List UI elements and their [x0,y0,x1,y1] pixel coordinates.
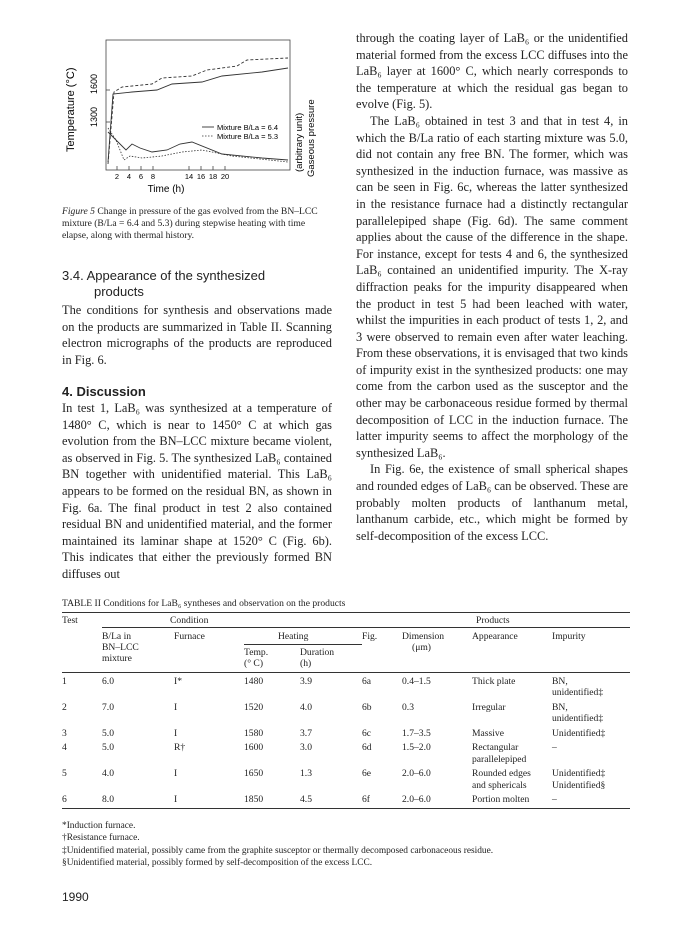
th-temp: Temp. (° C) [244,646,269,669]
page-number: 1990 [62,890,89,904]
table-cell-test: 6 [62,794,67,805]
section-3-4-heading-line2: products [94,284,144,299]
table-cell-fig: 6f [362,794,370,805]
x-tick-label: 20 [220,172,230,181]
th-heating: Heating Temp. (° C) Duration (h) [244,627,362,669]
table-cell-app: Thick plate [472,675,516,687]
table-ii-body [62,673,630,806]
table-cell-imp: BN, unidentified‡ [552,675,604,698]
table-cell-fig: 6a [362,675,372,687]
table-cell-app: Portion molten [472,794,530,805]
x-tick-label: 16 [196,172,206,181]
table-caption: TABLE II Conditions for LaB₆ syntheses and observation on the products [62,598,346,609]
th-furnace: Furnace [174,630,205,642]
table-cell-dur: 4.5 [300,794,312,805]
th-duration: Duration (h) [300,646,335,669]
y-axis-right-label-1: (arbitrary unit) [294,112,305,172]
table-row [62,699,630,725]
footnote: §Unidentified material, possibly formed by self-decomposition of the excess LCC. [62,858,373,869]
table-footnotes [62,820,632,870]
section-3-4-paragraph: The conditions for synthesis and observations made on the products are summarized in Table II. Scanning electron micrographs of the products are reproduced in Fig. 6. [62,303,332,367]
table-cell-imp: – [552,794,557,805]
table-cell-temp: 1580 [244,727,264,739]
th-fig: Fig. [362,630,378,642]
table-cell-bla: 7.0 [102,701,114,713]
legend-item-6-4: Mixture B/La = 6.4 [217,123,279,132]
th-bla: B/La in BN–LCC mixture [102,630,139,664]
figure-5 [62,32,332,194]
table-cell-dur: 1.3 [300,768,312,779]
x-tick-label: 6 [138,172,144,181]
table-cell-dim: 2.0–6.0 [402,794,431,805]
th-products: Products [362,613,630,627]
table-cell-fig: 6e [362,768,372,779]
table-cell-dim: 2.0–6.0 [402,768,431,779]
table-cell-temp: 1520 [244,701,264,713]
table-cell-bla: 6.0 [102,675,114,687]
table-cell-test: 3 [62,727,67,739]
table-cell-test: 1 [62,675,67,687]
table-cell-dim: 0.4–1.5 [402,675,431,687]
table-cell-imp: BN, unidentified‡ [552,701,604,724]
legend-item-5-3: Mixture B/La = 5.3 [217,132,279,141]
right-column [356,30,628,544]
figure-caption-text: Change in pressure of the gas evolved from the BN–LCC mixture (B/La = 6.4 and 5.3) during stepwise heating with time elapse, along with thermal history. [62,206,318,241]
table-cell-dim: 1.5–2.0 [402,742,431,753]
section-3-4-heading-line1: 3.4. Appearance of the synthesized [62,268,266,283]
table-cell-test: 2 [62,701,67,713]
table-cell-temp: 1850 [244,794,264,805]
table-cell-furnace: I [174,794,178,805]
table-header-row-1 [62,613,630,627]
table-cell-app: Rectangular parallelepiped [472,742,527,765]
x-tick-label: 8 [150,172,156,181]
table-cell-temp: 1650 [244,768,264,779]
table-cell-dur: 3.0 [300,742,312,753]
footnote: *Induction furnace. [62,821,136,831]
y-axis-right-label-2: Gaseous pressure [306,99,317,177]
table-cell-temp: 1480 [244,675,264,687]
y-tick-1300: 1300 [89,106,99,127]
th-test: Test [62,615,78,626]
temperature-curve-solid [108,68,288,162]
table-cell-furnace: I* [174,675,182,687]
table-cell-imp: – [552,742,557,753]
table-cell-dim: 1.7–3.5 [402,727,431,739]
th-dimension: Dimension (μm) [402,630,445,653]
footnote: †Resistance furnace. [62,833,140,844]
table-ii-grid [62,613,630,669]
right-paragraph-1: through the coating layer of LaB₆ or the unidentified material formed from the excess LCC diffuses into the LaB₆ layer at 1600° C, which nearly corresponds to the temperature at which the residual gas began to evolve (Fig. 5). [356,31,628,112]
footnote: ‡Unidentified material, possibly came from the graphite susceptor or thermally decomposed carbonaceous residue. [62,845,494,856]
table-cell-bla: 5.0 [102,742,114,753]
table-cell-fig: 6b [362,701,372,713]
right-paragraph-3: In Fig. 6e, the existence of small spherical shapes and rounded edges of LaB₆ can be observed. These are probably molten products of lanthanum metal, lanthanum carbide, etc., which might be formed by self-decomposition of the excess LCC. [356,462,628,543]
table-cell-dim: 0.3 [402,701,414,713]
right-paragraph-2: The LaB₆ obtained in test 3 and that in test 4, in which the B/La ratio of each starting mixture was 5.0, did not contain any free BN. The former, which was synthesized in the induction furnace, was massive as can be seen in Fig. 6c, whereas the latter synthesized in the resistance furnace had a distinctly rectangular parallelepiped shape (Fig. 6d). The same comment applies about the cause of the difference in the shape. For instance, except for tests 4 and 6, the synthesized LaB₆ contained an unidentified impurity. The X-ray diffraction peaks for the impurity disappeared when the product in test 5 had been leached with water, whilst the impurities in each product of tests 1, 2, and 3 were observed to remain even after water leaching. From these observations, it is envisaged that two kinds of impurity exist in the synthesized products: one may come from the carbon used as the susceptor and the other may be carbonaceous residue formed by thermal decomposition of LCC in the induction furnace. The latter impurity seems to affect the morphology of the synthesized LaB₆. [356,113,628,460]
table-cell-app: Rounded edges and sphericals [472,768,531,791]
table-cell-dur: 3.9 [300,675,312,687]
figure-caption [62,206,330,242]
temperature-curve [108,58,288,164]
x-tick-label: 18 [208,172,218,181]
section-4-heading: 4. Discussion [62,384,146,399]
table-cell-dur: 3.7 [300,727,312,739]
table-cell-fig: 6d [362,742,372,753]
section-4-paragraph: In test 1, LaB₆ was synthesized at a temperature of 1480° C, which is near to 1450° C at which gas evolution from the BN–LCC mixture became violent, as observed in Fig. 5. The synthesized LaB₆ contained BN together with unidentified material. This LaB₆ appears to be formed on the residual BN, as shown in Fig. 6a. The final product in test 2 also contained residual BN and unidentified material, and the former maintained its laminar shape at 1520° C (Fig. 6b). This indicates that either the previously formed BN diffuses out [62,401,332,581]
table-cell-temp: 1600 [244,742,264,753]
y-axis-left-label: Temperature (°C) [65,67,77,152]
table-cell-bla: 8.0 [102,794,114,805]
section-3-4-heading [62,268,332,300]
table-cell-imp: Unidentified‡ Unidentified§ [552,768,606,791]
figure-5-plot [62,32,332,194]
table-cell-bla: 4.0 [102,768,114,779]
table-row [62,739,630,765]
th-condition: Condition [102,613,362,627]
table-cell-test: 4 [62,742,67,753]
table-cell-furnace: R† [174,742,186,753]
x-tick-label: 4 [126,172,132,181]
table-ii [62,612,630,809]
table-row [62,673,630,699]
table-row [62,765,630,791]
th-appearance: Appearance [472,630,518,642]
y-tick-1600: 1600 [89,73,99,94]
table-cell-furnace: I [174,727,178,739]
figure-caption-label: Figure 5 [62,206,95,217]
table-cell-imp: Unidentified‡ [552,727,606,739]
table-cell-app: Massive [472,727,504,739]
table-header-row-2 [62,627,630,669]
table-cell-fig: 6c [362,727,372,739]
table-cell-furnace: I [174,768,178,779]
x-tick-label: 2 [114,172,120,181]
table-row [62,791,630,806]
table-cell-dur: 4.0 [300,701,312,713]
th-impurity: Impurity [552,630,586,642]
x-axis-label: Time (h) [147,184,185,194]
x-tick-label: 14 [184,172,194,181]
table-cell-app: Irregular [472,701,506,713]
table-row [62,725,630,740]
table-cell-furnace: I [174,701,178,713]
table-cell-bla: 5.0 [102,727,114,739]
table-cell-test: 5 [62,768,67,779]
